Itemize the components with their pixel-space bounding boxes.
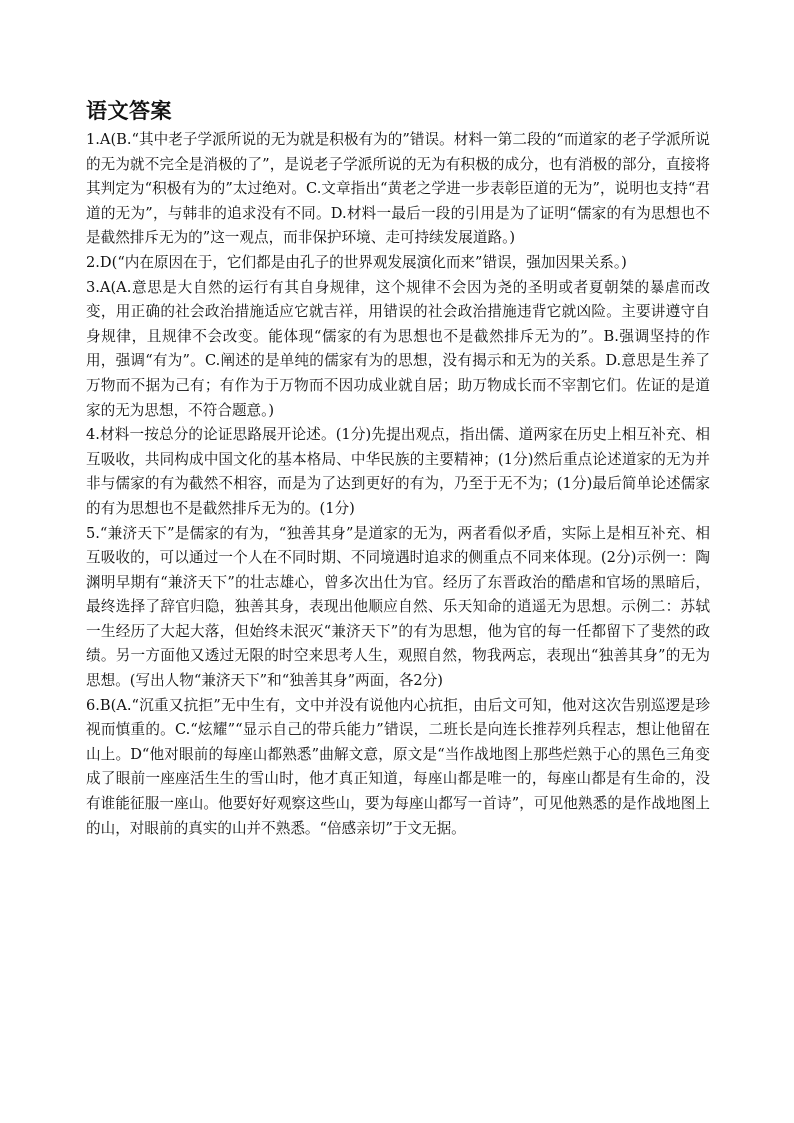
answer-5: 5.“兼济天下”是儒家的有为，“独善其身”是道家的无为，两者看似矛盾，实际上是相互补充、相互吸收的，可以通过一个人在不同时期、不同境遇时追求的侧重点不同来体现。(2分)示例一：陶渊明早期有“兼济天下”的壮志雄心，曾多次出仕为官。经历了东晋政治的酷虐和官场的黑暗后，最终选择了辞官归隐，独善其身，表现出他顺应自然、乐天知命的逍遥无为思想。示例二：苏轼一生经历了大起大落，但始终未泯灭“兼济天下”的有为思想，他为官的每一任都留下了斐然的政绩。另一方面他又透过无限的时空来思考人生，观照自然，物我两忘，表现出“独善其身”的无为思想。(写出人物“兼济天下”和“独善其身”两面，各2分) [86,524,710,690]
answer-sheet [86,96,710,841]
answer-1: 1.A(B.“其中老子学派所说的无为就是积极有为的”错误。材料一第二段的“而道家的老子学派所说的无为就不完全是消极的了”，是说老子学派所说的无为有积极的成分，也有消极的部分，直接将其判定为“积极有为的”太过绝对。C.文章指出“黄老之学进一步表彰臣道的无为”，说明也支持“君道的无为”，与韩非的追求没有不同。D.材料一最后一段的引用是为了证明“儒家的有为思想也不是截然排斥无为的”这一观点，而非保护环境、走可持续发展道路。) [86,131,710,247]
answer-6: 6.B(A.“沉重又抗拒”无中生有，文中并没有说他内心抗拒，由后文可知，他对这次告别巡逻是珍视而慎重的。C.“炫耀”“显示自己的带兵能力”错误，二班长是向连长推荐列兵程志，想让他留在山上。D“他对眼前的每座山都熟悉”曲解文意，原文是“当作战地图上那些烂熟于心的黑色三角变成了眼前一座座活生生的雪山时，他才真正知道，每座山都是唯一的，每座山都是有生命的，没有谁能征服一座山。他要好好观察这些山，要为每座山都写一首诗”，可见他熟悉的是作战地图上的山，对眼前的真实的山并不熟悉。“倍感亲切”于文无据。 [86,696,710,837]
page-title: 语文答案 [86,99,172,123]
answer-3: 3.A(A.意思是大自然的运行有其自身规律，这个规律不会因为尧的圣明或者夏朝桀的暴虐而改变，用正确的社会政治措施适应它就吉祥，用错误的社会政治措施违背它就凶险。主要讲遵守自身规律，且规律不会改变。能体现“儒家的有为思想也不是截然排斥无为的”。B.强调坚持的作用，强调“有为”。C.阐述的是单纯的儒家有为的思想，没有揭示和无为的关系。D.意思是生养了万物而不据为己有；有作为于万物而不因功成业就自居；助万物成长而不宰割它们。佐证的是道家的无为思想，不符合题意。) [86,278,710,419]
answer-2: 2.D(“内在原因在于，它们都是由孔子的世界观发展演化而来”错误，强加因果关系。) [86,253,627,271]
answer-4: 4.材料一按总分的论证思路展开论述。(1分)先提出观点，指出儒、道两家在历史上相互补充、相互吸收，共同构成中国文化的基本格局、中华民族的主要精神；(1分)然后重点论述道家的无为并非与儒家的有为截然不相容，而是为了达到更好的有为，乃至于无不为；(1分)最后简单论述儒家的有为思想也不是截然排斥无为的。(1分) [86,426,710,517]
